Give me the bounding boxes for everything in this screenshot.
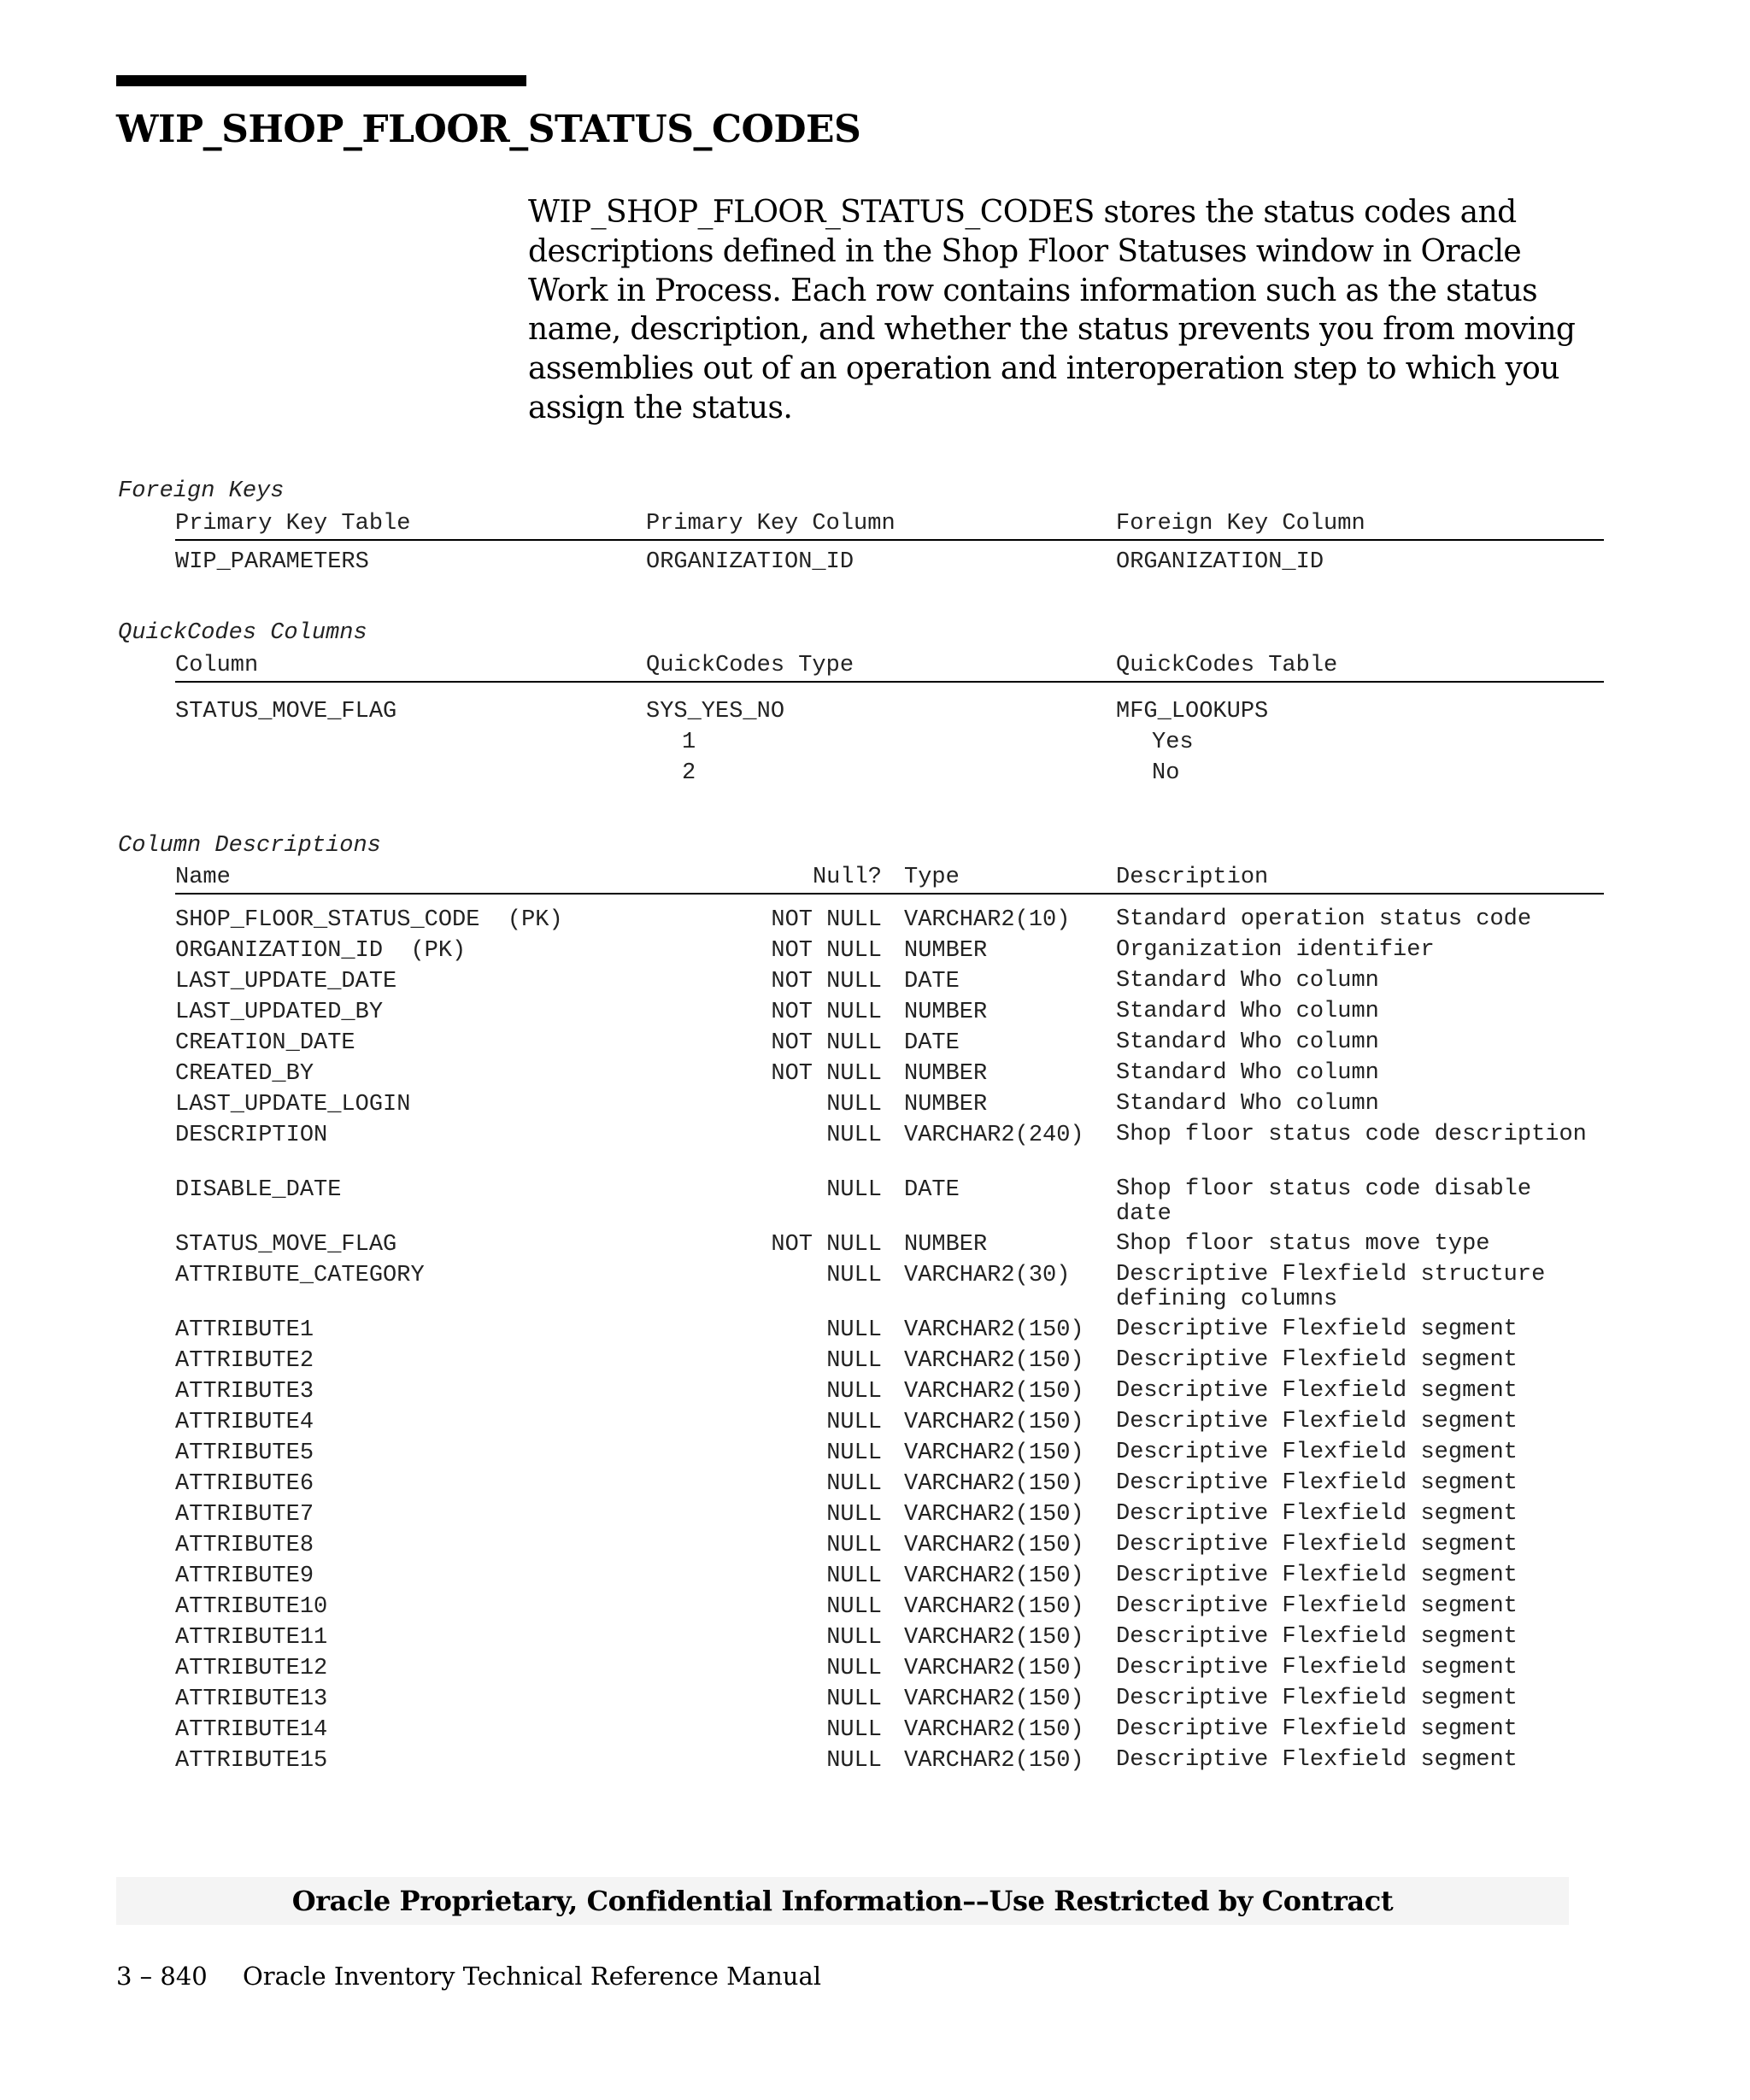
null-constraint: NULL <box>826 1594 882 1620</box>
data-type: VARCHAR2(150) <box>904 1471 1084 1497</box>
null-constraint: NULL <box>826 1748 882 1774</box>
column-name: LAST_UPDATE_LOGIN <box>175 1092 411 1117</box>
data-type: VARCHAR2(150) <box>904 1533 1084 1558</box>
data-type: VARCHAR2(150) <box>904 1717 1084 1743</box>
null-constraint: NOT NULL <box>771 1232 882 1258</box>
null-constraint: NULL <box>826 1471 882 1497</box>
column-name: LAST_UPDATE_DATE <box>175 969 397 994</box>
null-constraint: NULL <box>826 1502 882 1528</box>
data-type: NUMBER <box>904 1232 988 1258</box>
data-type: VARCHAR2(150) <box>904 1410 1084 1435</box>
column-name: ATTRIBUTE2 <box>175 1348 314 1374</box>
data-type: VARCHAR2(150) <box>904 1594 1084 1620</box>
data-type: VARCHAR2(150) <box>904 1686 1084 1712</box>
column-name: CREATION_DATE <box>175 1030 355 1056</box>
column-description: Shop floor status code disable date <box>1116 1176 1532 1227</box>
column-description: Standard Who column <box>1116 1091 1379 1117</box>
column-name: ATTRIBUTE13 <box>175 1686 328 1712</box>
null-constraint: NULL <box>826 1717 882 1743</box>
null-constraint: NULL <box>826 1123 882 1148</box>
data-type: VARCHAR2(150) <box>904 1440 1084 1466</box>
data-type: VARCHAR2(150) <box>904 1625 1084 1651</box>
null-constraint: NULL <box>826 1348 882 1374</box>
column-name: ORGANIZATION_ID (PK) <box>175 938 467 964</box>
column-description: Standard Who column <box>1116 968 1379 994</box>
column-description: Descriptive Flexfield segment <box>1116 1686 1518 1711</box>
column-name: ATTRIBUTE4 <box>175 1410 314 1435</box>
null-constraint: NULL <box>826 1410 882 1435</box>
qc-column: STATUS_MOVE_FLAG <box>175 699 397 724</box>
qc-header-rule <box>175 681 1604 683</box>
column-description: Shop floor status move type <box>1116 1231 1490 1257</box>
fk-header-pk-column: Primary Key Column <box>646 511 896 537</box>
qc-meaning: No <box>1152 760 1180 786</box>
section-title-column-descriptions: Column Descriptions <box>118 833 381 859</box>
column-description: Standard operation status code <box>1116 906 1532 932</box>
page-title: WIP_SHOP_FLOOR_STATUS_CODES <box>116 108 861 151</box>
column-name: SHOP_FLOOR_STATUS_CODE (PK) <box>175 907 563 933</box>
column-name: DESCRIPTION <box>175 1123 328 1148</box>
column-description: Descriptive Flexfield structure defining columns <box>1116 1262 1546 1312</box>
cd-header-name: Name <box>175 865 231 890</box>
data-type: DATE <box>904 1030 960 1056</box>
section-title-quickcodes: QuickCodes Columns <box>118 620 367 646</box>
null-constraint: NULL <box>826 1533 882 1558</box>
column-description: Standard Who column <box>1116 1029 1379 1055</box>
column-description: Descriptive Flexfield segment <box>1116 1440 1518 1465</box>
null-constraint: NULL <box>826 1563 882 1589</box>
qc-type: SYS_YES_NO <box>646 699 785 724</box>
column-description: Descriptive Flexfield segment <box>1116 1563 1518 1588</box>
column-name: ATTRIBUTE3 <box>175 1379 314 1405</box>
column-name: ATTRIBUTE8 <box>175 1533 314 1558</box>
data-type: VARCHAR2(150) <box>904 1748 1084 1774</box>
fk-cell-pk-table: WIP_PARAMETERS <box>175 549 369 575</box>
column-description: Descriptive Flexfield segment <box>1116 1624 1518 1650</box>
null-constraint: NOT NULL <box>771 938 882 964</box>
column-name: ATTRIBUTE_CATEGORY <box>175 1263 425 1288</box>
column-name: ATTRIBUTE10 <box>175 1594 328 1620</box>
confidential-notice: Oracle Proprietary, Confidential Information––Use Restricted by Contract <box>291 1885 1394 1917</box>
data-type: VARCHAR2(150) <box>904 1656 1084 1681</box>
null-constraint: NULL <box>826 1625 882 1651</box>
fk-cell-pk-column: ORGANIZATION_ID <box>646 549 854 575</box>
data-type: VARCHAR2(150) <box>904 1317 1084 1343</box>
data-type: VARCHAR2(150) <box>904 1563 1084 1589</box>
fk-header-rule <box>175 539 1604 541</box>
confidential-notice-band <box>116 1877 1569 1925</box>
fk-header-pk-table: Primary Key Table <box>175 511 411 537</box>
qc-header-table: QuickCodes Table <box>1116 653 1338 678</box>
cd-header-null: Null? <box>812 865 882 890</box>
data-type: VARCHAR2(150) <box>904 1379 1084 1405</box>
null-constraint: NULL <box>826 1317 882 1343</box>
column-name: ATTRIBUTE9 <box>175 1563 314 1589</box>
column-description: Standard Who column <box>1116 999 1379 1024</box>
null-constraint: NULL <box>826 1092 882 1117</box>
column-name: ATTRIBUTE11 <box>175 1625 328 1651</box>
section-title-foreign-keys: Foreign Keys <box>118 478 285 504</box>
page-number: 3 – 840 <box>116 1962 208 1991</box>
null-constraint: NOT NULL <box>771 1000 882 1025</box>
column-name: CREATED_BY <box>175 1061 314 1087</box>
column-description: Shop floor status code description <box>1116 1122 1587 1147</box>
column-name: ATTRIBUTE14 <box>175 1717 328 1743</box>
qc-header-type: QuickCodes Type <box>646 653 854 678</box>
data-type: NUMBER <box>904 1000 988 1025</box>
column-description: Descriptive Flexfield segment <box>1116 1501 1518 1527</box>
column-description: Descriptive Flexfield segment <box>1116 1317 1518 1342</box>
data-type: NUMBER <box>904 938 988 964</box>
column-description: Descriptive Flexfield segment <box>1116 1593 1518 1619</box>
null-constraint: NULL <box>826 1656 882 1681</box>
data-type: VARCHAR2(150) <box>904 1348 1084 1374</box>
fk-cell-fk-column: ORGANIZATION_ID <box>1116 549 1324 575</box>
column-description: Descriptive Flexfield segment <box>1116 1409 1518 1434</box>
column-description: Descriptive Flexfield segment <box>1116 1655 1518 1681</box>
cd-header-rule <box>175 893 1604 895</box>
column-name: ATTRIBUTE15 <box>175 1748 328 1774</box>
null-constraint: NULL <box>826 1379 882 1405</box>
cd-header-type: Type <box>904 865 960 890</box>
null-constraint: NULL <box>826 1177 882 1203</box>
title-rule <box>116 75 526 86</box>
null-constraint: NOT NULL <box>771 907 882 933</box>
column-name: LAST_UPDATED_BY <box>175 1000 384 1025</box>
qc-meaning: Yes <box>1152 730 1194 755</box>
null-constraint: NULL <box>826 1440 882 1466</box>
column-description: Standard Who column <box>1116 1060 1379 1086</box>
column-name: ATTRIBUTE12 <box>175 1656 328 1681</box>
column-description: Descriptive Flexfield segment <box>1116 1716 1518 1742</box>
column-description: Organization identifier <box>1116 937 1435 963</box>
data-type: VARCHAR2(240) <box>904 1123 1084 1148</box>
data-type: VARCHAR2(150) <box>904 1502 1084 1528</box>
column-description: Descriptive Flexfield segment <box>1116 1532 1518 1557</box>
column-name: ATTRIBUTE5 <box>175 1440 314 1466</box>
data-type: VARCHAR2(30) <box>904 1263 1071 1288</box>
table-description: WIP_SHOP_FLOOR_STATUS_CODES stores the status codes and descriptions defined in the Shop Floor Statuses window in Oracle Work in Process. Each row contains information such as the status name, description, and whether the status prevents you from moving assemblies out of an operation and interoperation step to which you assign the status. <box>528 195 1576 425</box>
null-constraint: NULL <box>826 1263 882 1288</box>
column-description: Descriptive Flexfield segment <box>1116 1347 1518 1373</box>
qc-code: 2 <box>682 760 696 786</box>
null-constraint: NOT NULL <box>771 1030 882 1056</box>
column-name: ATTRIBUTE1 <box>175 1317 314 1343</box>
null-constraint: NOT NULL <box>771 1061 882 1087</box>
column-description: Descriptive Flexfield segment <box>1116 1747 1518 1773</box>
qc-code: 1 <box>682 730 696 755</box>
column-name: ATTRIBUTE7 <box>175 1502 314 1528</box>
data-type: DATE <box>904 1177 960 1203</box>
column-name: ATTRIBUTE6 <box>175 1471 314 1497</box>
column-description: Descriptive Flexfield segment <box>1116 1470 1518 1496</box>
cd-header-description: Description <box>1116 865 1269 890</box>
column-name: STATUS_MOVE_FLAG <box>175 1232 397 1258</box>
data-type: DATE <box>904 969 960 994</box>
data-type: NUMBER <box>904 1061 988 1087</box>
null-constraint: NOT NULL <box>771 969 882 994</box>
fk-header-fk-column: Foreign Key Column <box>1116 511 1365 537</box>
column-description: Descriptive Flexfield segment <box>1116 1378 1518 1404</box>
qc-header-column: Column <box>175 653 259 678</box>
data-type: NUMBER <box>904 1092 988 1117</box>
qc-table: MFG_LOOKUPS <box>1116 699 1269 724</box>
null-constraint: NULL <box>826 1686 882 1712</box>
column-name: DISABLE_DATE <box>175 1177 342 1203</box>
data-type: VARCHAR2(10) <box>904 907 1071 933</box>
manual-title: Oracle Inventory Technical Reference Manual <box>243 1962 822 1991</box>
